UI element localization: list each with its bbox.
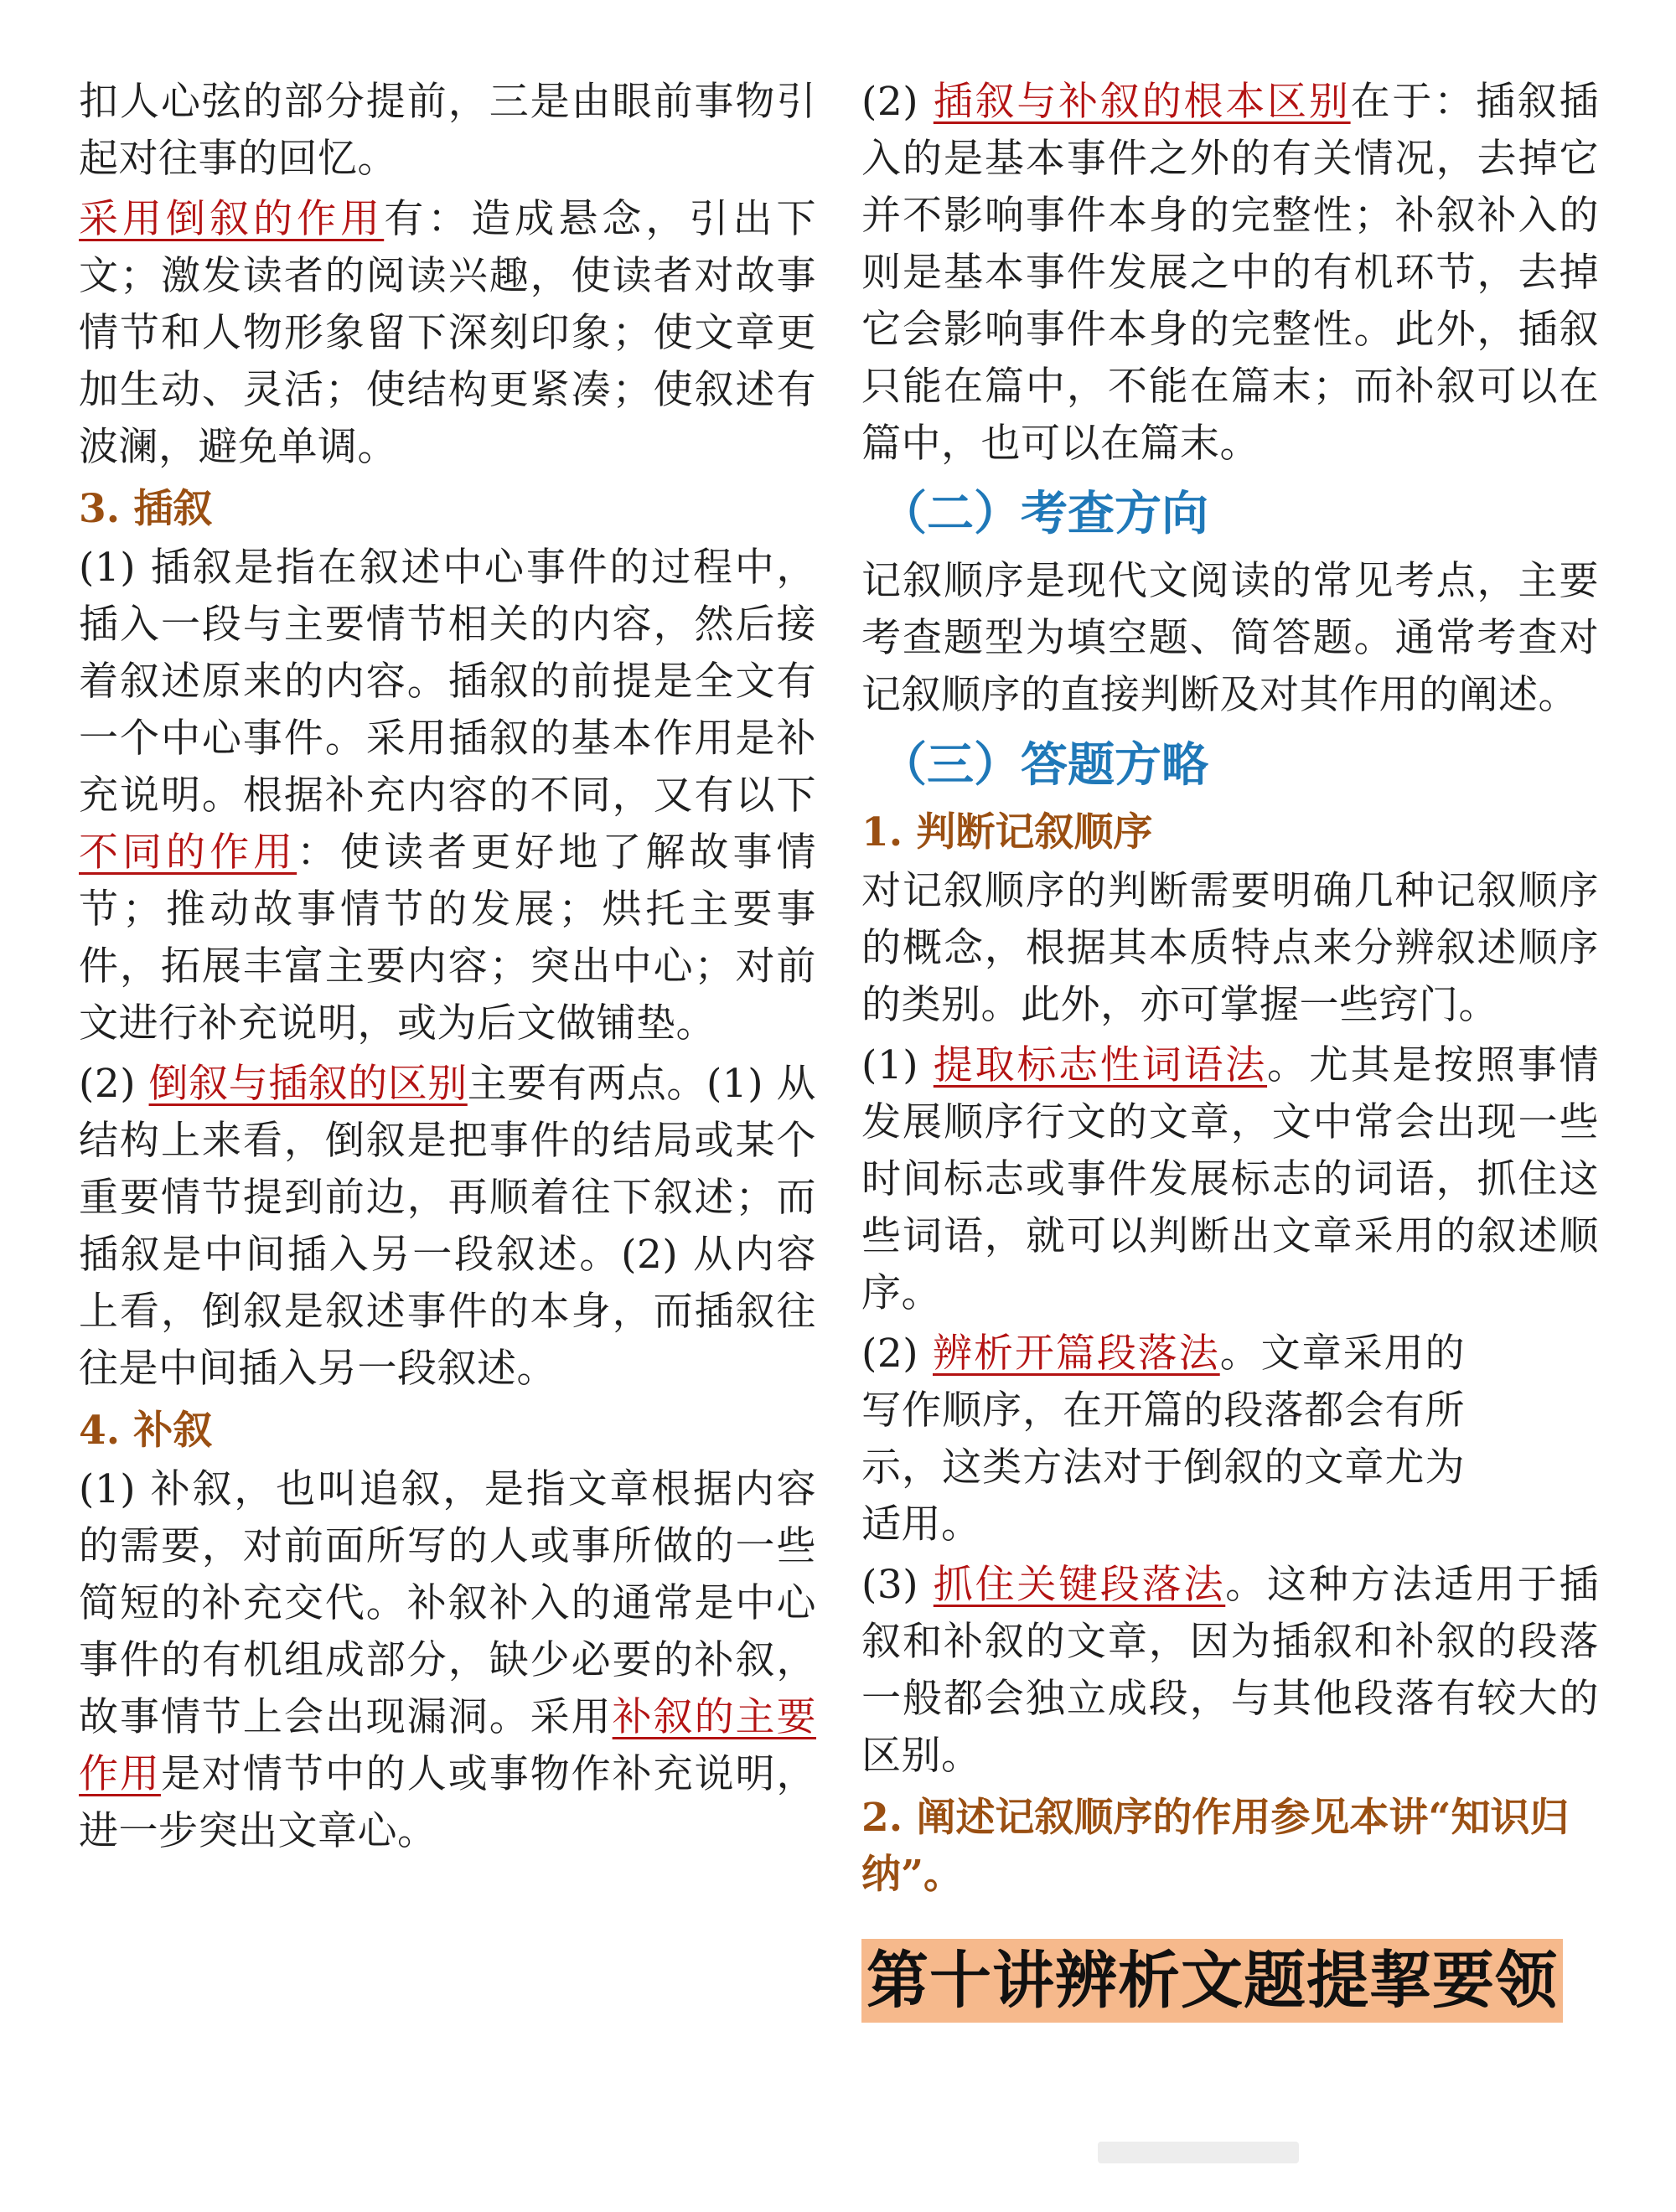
section-heading: 3. 插叙 bbox=[79, 486, 213, 532]
paragraph-text: (2) bbox=[79, 1061, 149, 1107]
paragraph-text: (1) 补叙，也叫追叙，是指文章根据内容的需要，对前面所写的人或事所做的一些简短的补充交代。补叙补入的通常是中心事件的有机组成部分，缺少必要的补叙，故事情节上会出现漏洞。采用 bbox=[79, 1466, 816, 1740]
paragraph bbox=[861, 1037, 1599, 1322]
left-column bbox=[79, 74, 816, 1860]
paragraph bbox=[861, 863, 1599, 1034]
section-heading-blue: （二）考查方向 bbox=[880, 487, 1208, 541]
paragraph-text: ：使读者更好地了解故事情节；推动故事情节的发展；烘托主要事件，拓展丰富主要内容；突出中心；对前文进行补充说明，或为后文做铺垫。 bbox=[79, 830, 816, 1047]
paragraph-text: (2) bbox=[861, 1331, 933, 1377]
highlight-term: 提取标志性词语法 bbox=[933, 1042, 1268, 1088]
section-heading: 4. 补叙 bbox=[79, 1408, 213, 1454]
paragraph-text: 。这种方法适用于插叙和补叙的文章，因为插叙和补叙的段落一般都会独立成段，与其他段落有较大的区别。 bbox=[861, 1562, 1600, 1779]
paragraph-text: 。文章采用的写作顺序，在开篇的段落都会有所示，这类方法对于倒叙的文章尤为适用。 bbox=[861, 1331, 1466, 1548]
highlight-term: 倒叙与插叙的区别 bbox=[148, 1061, 468, 1107]
paragraph-text: 有：造成悬念，引出下文；激发读者的阅读兴趣，使读者对故事情节和人物形象留下深刻印象；使文章更加生动、灵活；使结构更紧凑；使叙述有波澜，避免单调。 bbox=[79, 196, 816, 470]
paragraph bbox=[861, 553, 1599, 724]
paragraph bbox=[861, 1557, 1599, 1785]
highlight-term: 抓住关键段落法 bbox=[933, 1562, 1226, 1608]
paragraph bbox=[79, 540, 816, 1052]
paragraph bbox=[79, 74, 816, 188]
paragraph-text: 对记叙顺序的判断需要明确几种记叙顺序的概念，根据其本质特点来分辨叙述顺序的类别。此外，亦可掌握一些窍门。 bbox=[861, 868, 1599, 1028]
highlight-term: 补叙的主要作用 bbox=[79, 1694, 817, 1797]
highlight-term: 插叙与补叙的根本区别 bbox=[933, 79, 1351, 125]
paragraph bbox=[79, 1056, 816, 1398]
paragraph bbox=[79, 1461, 816, 1860]
section-heading-blue: （三）答题方略 bbox=[880, 738, 1208, 793]
paragraph-text: 扣人心弦的部分提前，三是由眼前事物引起对往事的回忆。 bbox=[79, 79, 816, 182]
paragraph-text: 在于：插叙插入的是基本事件之外的有关情况，去掉它并不影响事件本身的完整性；补叙补入的则是基本事件发展之中的有机环节，去掉它会影响事件本身的完整性。此外，插叙只能在篇中，不能在篇末；而补叙可以在篇中，也可以在篇末。 bbox=[861, 79, 1600, 467]
paragraph bbox=[861, 1326, 1465, 1553]
paragraph-text: 主要有两点。(1) 从结构上来看，倒叙是把事件的结局或某个重要情节提到前边，再顺着往下叙述；而插叙是中间插入另一段叙述。(2) 从内容上看，倒叙是叙述事件的本身，而插叙往往是中间插入另一段叙述。 bbox=[79, 1061, 817, 1392]
paragraph-text: (1) bbox=[861, 1042, 934, 1088]
highlight-term: 不同的作用 bbox=[79, 830, 297, 876]
watermark-bar bbox=[1098, 2142, 1299, 2163]
paragraph-text: 是对情节中的人或事物作补充说明，进一步突出文章心。 bbox=[79, 1751, 817, 1854]
highlight-term: 辨析开篇段落法 bbox=[932, 1331, 1220, 1377]
subsection-heading: 2. 阐述记叙顺序的作用参见本讲“知识归纳”。 bbox=[861, 1795, 1570, 1898]
subsection-heading: 1. 判断记叙顺序 bbox=[861, 809, 1153, 855]
paragraph-text: 。尤其是按照事情发展顺序行文的文章，文中常会出现一些时间标志或事件发展标志的词语，抓住这些词语，就可以判断出文章采用的叙述顺序。 bbox=[861, 1042, 1600, 1316]
paragraph bbox=[79, 191, 816, 476]
right-column bbox=[861, 74, 1599, 2023]
paragraph-text: (3) bbox=[861, 1562, 934, 1608]
paragraph-text: 记叙顺序是现代文阅读的常见考点，主要考查题型为填空题、简答题。通常考查对记叙顺序的直接判断及对其作用的阐述。 bbox=[861, 558, 1599, 718]
paragraph-text: (2) bbox=[861, 79, 934, 125]
paragraph bbox=[861, 74, 1599, 473]
lecture-title-banner: 第十讲辨析文题提挈要领 bbox=[861, 1939, 1563, 2023]
paragraph-text: (1) 插叙是指在叙述中心事件的过程中，插入一段与主要情节相关的内容，然后接着叙述原来的内容。插叙的前提是全文有一个中心事件。采用插叙的基本作用是补充说明。根据补充内容的不同，又有以下 bbox=[79, 545, 816, 819]
highlight-term: 采用倒叙的作用 bbox=[79, 196, 385, 242]
